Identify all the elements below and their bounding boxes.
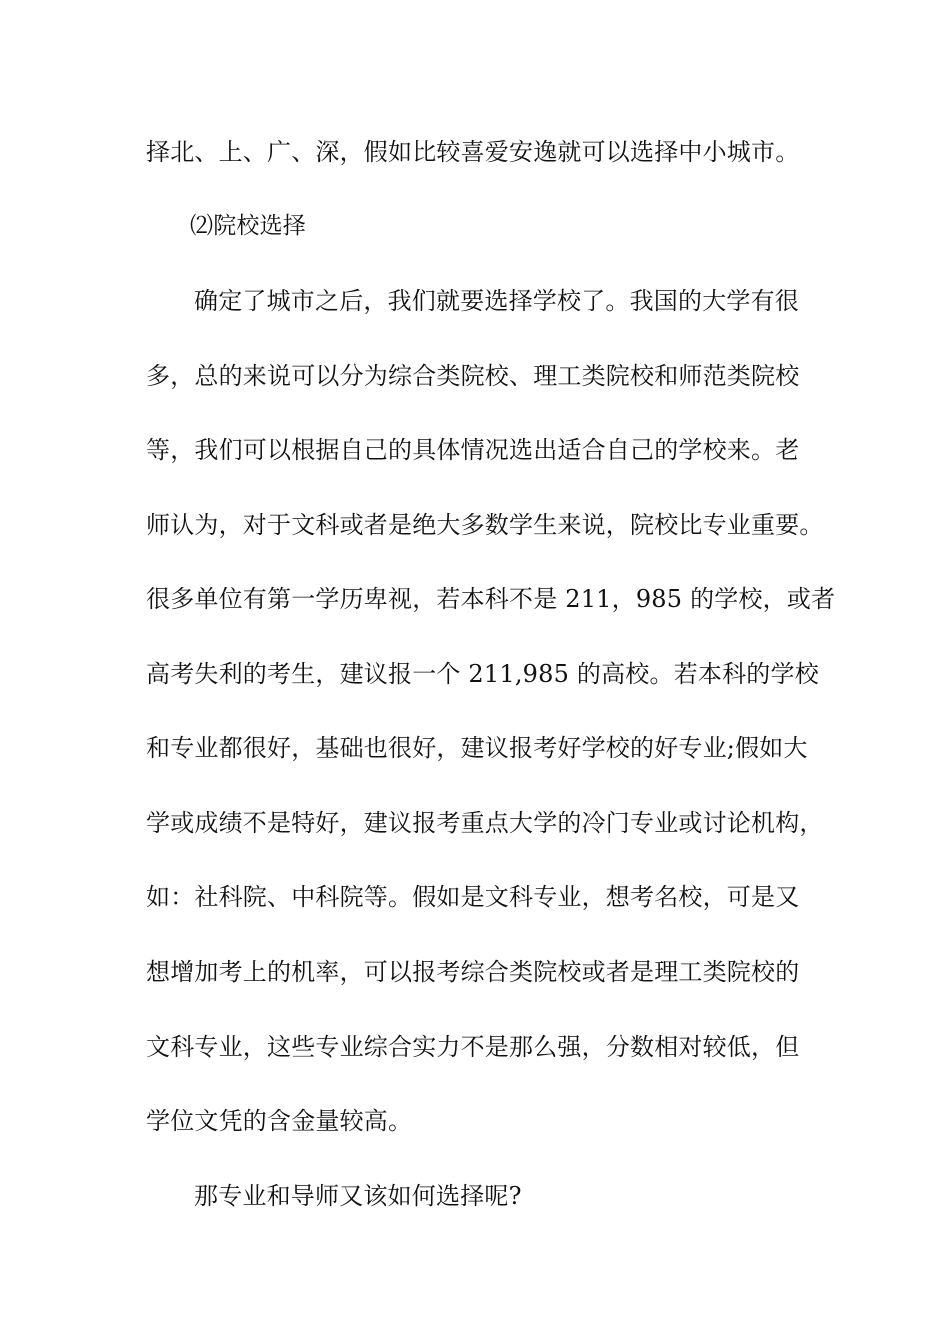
paragraph-line: 师认为，对于文科或者是绝大多数学生来说，院校比专业重要。 [146,511,824,539]
section-subheading: ⑵院校选择 [190,213,306,239]
paragraph-line: 多，总的来说可以分为综合类院校、理工类院校和师范类院校 [146,362,800,390]
paragraph-line: 择北、上、广、深，假如比较喜爱安逸就可以选择中小城市。 [146,138,800,166]
paragraph-line: 学或成绩不是特好，建议报考重点大学的冷门专业或讨论机构， [146,809,824,837]
paragraph-line: 想增加考上的机率，可以报考综合类院校或者是理工类院校的 [146,958,800,986]
paragraph-line: 确定了城市之后，我们就要选择学校了。我国的大学有很 [194,287,799,315]
paragraph-line: 高考失利的考生，建议报一个 211,985 的高校。若本科的学校 [146,660,819,688]
paragraph-line: 等，我们可以根据自己的具体情况选出适合自己的学校来。老 [146,436,800,464]
paragraph-line: 那专业和导师又该如何选择呢? [194,1182,522,1210]
paragraph-line: 学位文凭的含金量较高。 [146,1107,413,1135]
paragraph-line: 如：社科院、中科院等。假如是文科专业，想考名校，可是又 [146,883,800,911]
paragraph-line: 和专业都很好，基础也很好，建议报考好学校的好专业;假如大 [146,734,808,762]
paragraph-line: 文科专业，这些专业综合实力不是那么强，分数相对较低，但 [146,1033,800,1061]
paragraph-line: 很多单位有第一学历卑视，若本科不是 211，985 的学校，或者 [146,585,836,613]
